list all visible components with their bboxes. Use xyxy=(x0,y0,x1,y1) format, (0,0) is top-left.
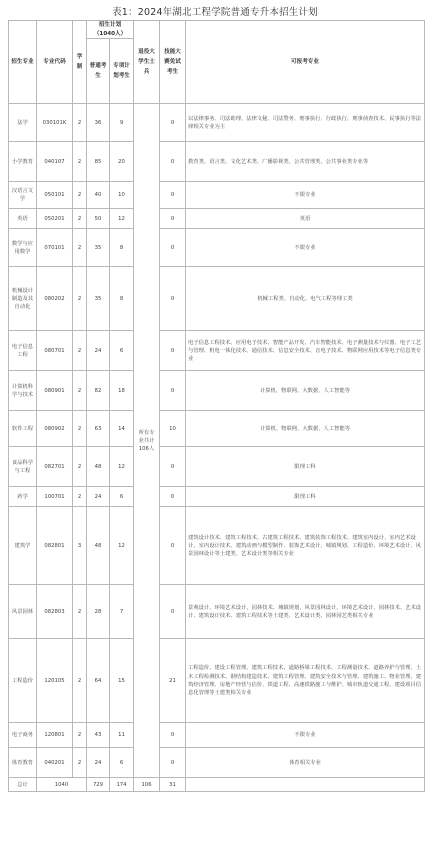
cell-eligible: 英语 xyxy=(186,209,425,229)
cell-special: 14 xyxy=(110,411,134,447)
cell-eligible: 机械工程类、自动化、电气工程等理工类 xyxy=(186,267,425,331)
cell-code: 040201 xyxy=(37,748,73,778)
total-regular: 729 xyxy=(87,778,110,792)
table-row xyxy=(9,585,425,639)
cell-regular: 35 xyxy=(87,229,110,267)
cell-regular: 24 xyxy=(87,748,110,778)
cell-eligible: 以法律事务、司法助理、法律文秘、司法警务、刑事执行、行政执行、刑事侦查技术、民事执行等法律相关专业为主 xyxy=(186,104,425,142)
cell-eligible: 限理工科 xyxy=(186,447,425,487)
header-code: 专业代码 xyxy=(37,21,73,104)
cell-years: 2 xyxy=(73,723,87,748)
cell-special: 10 xyxy=(110,182,134,209)
cell-code: 080701 xyxy=(37,331,73,371)
cell-special: 15 xyxy=(110,639,134,723)
cell-regular: 50 xyxy=(87,209,110,229)
cell-code: 082701 xyxy=(37,447,73,487)
cell-special: 9 xyxy=(110,104,134,142)
cell-exempt: 0 xyxy=(160,267,186,331)
cell-special: 6 xyxy=(110,331,134,371)
cell-regular: 64 xyxy=(87,639,110,723)
cell-regular: 82 xyxy=(87,371,110,411)
table-row xyxy=(9,507,425,585)
cell-special: 6 xyxy=(110,748,134,778)
cell-special: 12 xyxy=(110,507,134,585)
cell-eligible: 计算机、物联网、大数据、人工智能等 xyxy=(186,411,425,447)
cell-years: 2 xyxy=(73,585,87,639)
cell-eligible: 体育相关专业 xyxy=(186,748,425,778)
table-row xyxy=(9,723,425,748)
table-row xyxy=(9,487,425,507)
cell-eligible: 不限专业 xyxy=(186,182,425,209)
cell-eligible: 电子信息工程技术、应用电子技术、智能产品开发、汽车智能技术、电子测量技术与仪器、电子工艺与管理、机电一体化技术、通信技术、信息安全技术、音电子技术、物联网应用技术等电子信息类专业 xyxy=(186,331,425,371)
cell-code: 030101K xyxy=(37,104,73,142)
header-special: 专项计划考生 xyxy=(110,39,134,104)
cell-special: 7 xyxy=(110,585,134,639)
cell-exempt: 0 xyxy=(160,447,186,487)
cell-regular: 24 xyxy=(87,331,110,371)
table-row xyxy=(9,639,425,723)
cell-regular: 63 xyxy=(87,411,110,447)
cell-years: 2 xyxy=(73,267,87,331)
cell-eligible: 景观设计、环境艺术设计、园林技术、城镇规划、风景园林设计、环境艺术设计、园林技术、艺术设计、建筑设计技术、建筑工程技术等土建类、艺术设计类、园林园艺类相关专业 xyxy=(186,585,425,639)
cell-regular: 43 xyxy=(87,723,110,748)
cell-special: 8 xyxy=(110,267,134,331)
cell-exempt: 0 xyxy=(160,182,186,209)
cell-code: 120801 xyxy=(37,723,73,748)
header-years: 学制 xyxy=(73,21,87,104)
table-row xyxy=(9,104,425,142)
cell-regular: 24 xyxy=(87,487,110,507)
cell-exempt: 0 xyxy=(160,371,186,411)
cell-exempt: 0 xyxy=(160,104,186,142)
cell-eligible: 工程造价、建设工程管理、建筑工程技术、道路桥梁工程技术、工程测量技术、道路养护与管理、土木工程检测技术、钢结构建造技术、建筑工程管理、建筑安全技术与管理、建筑施工、物业管理、建筑经济管理、房地产经营与估价、铁道工程、高速铁路施工与维护、城市轨道交通工程、建设项目信息化管理等土建类相关专业 xyxy=(186,639,425,723)
cell-code: 080902 xyxy=(37,411,73,447)
cell-major: 软件工程 xyxy=(9,411,37,447)
cell-years: 2 xyxy=(73,748,87,778)
header-soldier: 退役大学生士兵 xyxy=(134,21,160,104)
document-title: 表1：2024年湖北工程学院普通专升本招生计划 xyxy=(112,7,318,18)
cell-special: 6 xyxy=(110,487,134,507)
cell-soldier-merged: 所有专业共计106人 xyxy=(134,104,160,778)
cell-years: 2 xyxy=(73,142,87,182)
cell-major: 法学 xyxy=(9,104,37,142)
cell-eligible: 建筑设计技术、建筑工程技术、古建筑工程技术、建筑装饰工程技术、建筑室内设计、室内艺术设计、室内设计技术、建筑动画与模型制作、装饰艺术设计、城镇规划、工程造价、环境艺术设计、风景园林设计等土建类、艺术设计类等相关专业 xyxy=(186,507,425,585)
cell-major: 风景园林 xyxy=(9,585,37,639)
cell-code: 040107 xyxy=(37,142,73,182)
cell-years: 2 xyxy=(73,371,87,411)
cell-special: 18 xyxy=(110,371,134,411)
cell-years: 2 xyxy=(73,104,87,142)
header-exempt: 技能大赛免试考生 xyxy=(160,21,186,104)
cell-exempt: 10 xyxy=(160,411,186,447)
total-soldier: 106 xyxy=(134,778,160,792)
cell-code: 082801 xyxy=(37,507,73,585)
cell-major: 药学 xyxy=(9,487,37,507)
cell-years: 2 xyxy=(73,182,87,209)
header-row-1 xyxy=(9,21,425,39)
cell-eligible: 计算机、物联网、大数据、人工智能等 xyxy=(186,371,425,411)
cell-years: 3 xyxy=(73,507,87,585)
header-plan-group: 招生计划（1040人） xyxy=(87,21,134,39)
cell-years: 2 xyxy=(73,331,87,371)
cell-code: 080901 xyxy=(37,371,73,411)
cell-code: 120105 xyxy=(37,639,73,723)
table-row xyxy=(9,209,425,229)
cell-special: 12 xyxy=(110,447,134,487)
cell-code: 070101 xyxy=(37,229,73,267)
cell-years: 2 xyxy=(73,447,87,487)
cell-code: 082803 xyxy=(37,585,73,639)
table-row xyxy=(9,142,425,182)
cell-exempt: 0 xyxy=(160,585,186,639)
cell-exempt: 0 xyxy=(160,229,186,267)
header-major: 招生专业 xyxy=(9,21,37,104)
cell-exempt: 0 xyxy=(160,723,186,748)
cell-eligible: 教育类、语言类、文化艺术类、广播影视类、公共管理类、公共事业类专业等 xyxy=(186,142,425,182)
cell-regular: 85 xyxy=(87,142,110,182)
cell-special: 8 xyxy=(110,229,134,267)
cell-major: 食品科学与工程 xyxy=(9,447,37,487)
cell-exempt: 0 xyxy=(160,748,186,778)
cell-exempt: 0 xyxy=(160,142,186,182)
total-count: 1040 xyxy=(37,778,87,792)
cell-major: 建筑学 xyxy=(9,507,37,585)
cell-code: 080202 xyxy=(37,267,73,331)
table-row xyxy=(9,267,425,331)
table-row xyxy=(9,371,425,411)
cell-major: 机械设计制造及其自动化 xyxy=(9,267,37,331)
cell-major: 英语 xyxy=(9,209,37,229)
cell-special: 12 xyxy=(110,209,134,229)
cell-major: 汉语言文学 xyxy=(9,182,37,209)
cell-major: 电子信息工程 xyxy=(9,331,37,371)
cell-major: 电子商务 xyxy=(9,723,37,748)
cell-regular: 40 xyxy=(87,182,110,209)
table-row xyxy=(9,411,425,447)
cell-major: 数学与应用数学 xyxy=(9,229,37,267)
total-special: 174 xyxy=(110,778,134,792)
cell-regular: 36 xyxy=(87,104,110,142)
total-row xyxy=(9,778,425,792)
cell-exempt: 0 xyxy=(160,331,186,371)
table-row xyxy=(9,748,425,778)
cell-regular: 28 xyxy=(87,585,110,639)
cell-special: 11 xyxy=(110,723,134,748)
cell-eligible: 限理工科 xyxy=(186,487,425,507)
cell-major: 工程造价 xyxy=(9,639,37,723)
cell-exempt: 0 xyxy=(160,209,186,229)
cell-code: 100701 xyxy=(37,487,73,507)
cell-regular: 48 xyxy=(87,447,110,487)
cell-years: 2 xyxy=(73,209,87,229)
cell-years: 2 xyxy=(73,411,87,447)
cell-eligible: 不限专业 xyxy=(186,723,425,748)
enrollment-plan-table xyxy=(8,20,425,792)
cell-major: 计算机科学与技术 xyxy=(9,371,37,411)
table-row xyxy=(9,331,425,371)
cell-major: 体育教育 xyxy=(9,748,37,778)
cell-major: 小学教育 xyxy=(9,142,37,182)
cell-eligible: 不限专业 xyxy=(186,229,425,267)
cell-years: 2 xyxy=(73,639,87,723)
cell-regular: 35 xyxy=(87,267,110,331)
total-eligible-empty xyxy=(186,778,425,792)
cell-special: 20 xyxy=(110,142,134,182)
cell-exempt: 0 xyxy=(160,487,186,507)
total-exempt: 31 xyxy=(160,778,186,792)
cell-years: 2 xyxy=(73,229,87,267)
cell-code: 050201 xyxy=(37,209,73,229)
header-regular: 普通考生 xyxy=(87,39,110,104)
cell-years: 2 xyxy=(73,487,87,507)
table-row xyxy=(9,182,425,209)
table-row xyxy=(9,229,425,267)
cell-code: 050101 xyxy=(37,182,73,209)
cell-exempt: 21 xyxy=(160,639,186,723)
cell-regular: 48 xyxy=(87,507,110,585)
header-eligible: 可报考专业 xyxy=(186,21,425,104)
total-label: 总计 xyxy=(9,778,37,792)
cell-exempt: 0 xyxy=(160,507,186,585)
table-row xyxy=(9,447,425,487)
